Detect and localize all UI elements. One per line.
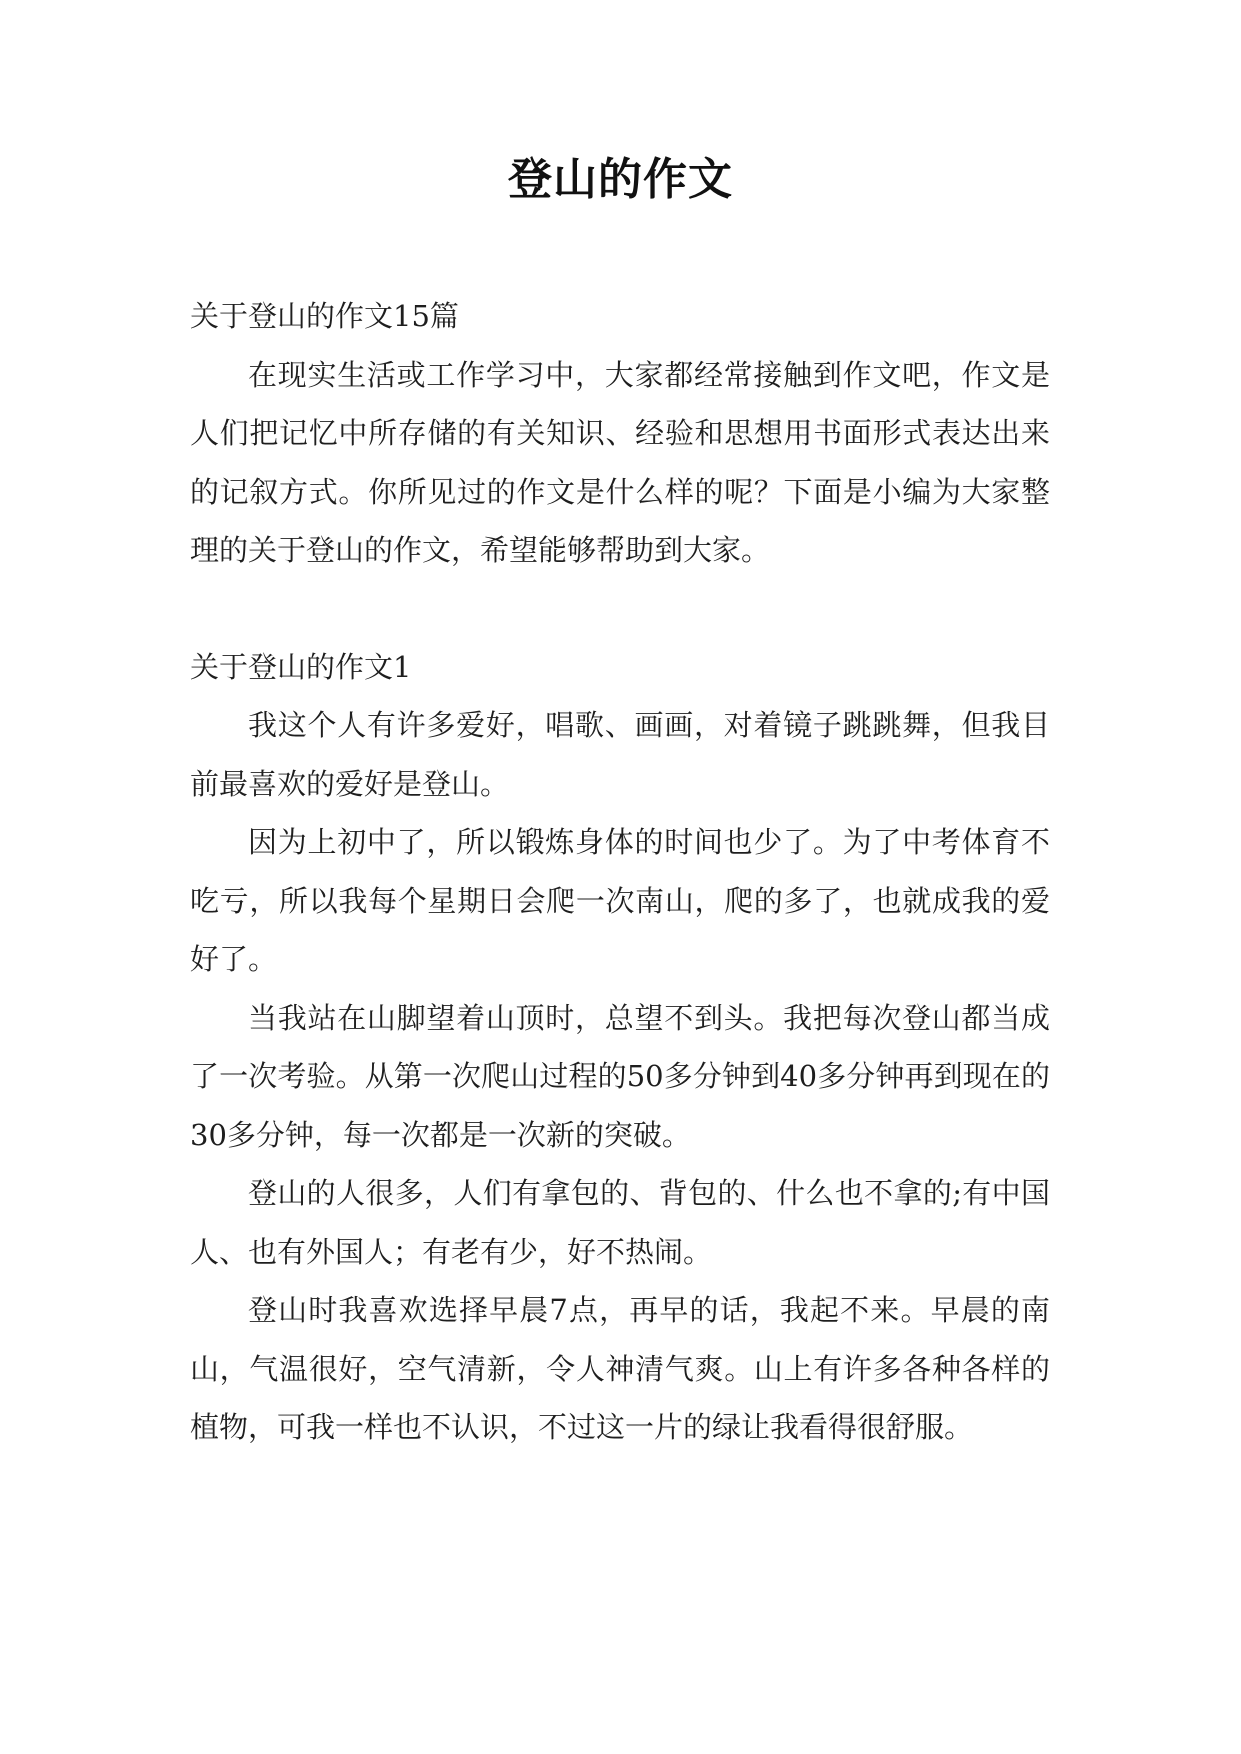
body-paragraph-4: 登山的人很多，人们有拿包的、背包的、什么也不拿的;有中国人、也有外国人；有老有少，好不热闹。 <box>190 1176 1050 1269</box>
body-paragraph-3: 当我站在山脚望着山顶时，总望不到头。我把每次登山都当成了一次考验。从第一次爬山过程的50多分钟到40多分钟再到现在的30多分钟，每一次都是一次新的突破。 <box>190 1000 1050 1152</box>
intro-paragraph: 在现实生活或工作学习中，大家都经常接触到作文吧，作文是人们把记忆中所存储的有关知识、经验和思想用书面形式表达出来的记叙方式。你所见过的作文是什么样的呢？下面是小编为大家整理的关于登山的作文，希望能够帮助到大家。 <box>190 357 1050 567</box>
body-paragraph-5: 登山时我喜欢选择早晨7点，再早的话，我起不来。早晨的南山，气温很好，空气清新，令人神清气爽。山上有许多各种各样的植物，可我一样也不认识，不过这一片的绿让我看得很舒服。 <box>190 1293 1050 1444</box>
page-title: 登山的作文 <box>508 154 733 205</box>
body-paragraph-1: 我这个人有许多爱好，唱歌、画画，对着镜子跳跳舞，但我目前最喜欢的爱好是登山。 <box>190 708 1050 801</box>
document-subtitle: 关于登山的作文15篇 <box>190 299 459 333</box>
body-paragraph-2: 因为上初中了，所以锻炼身体的时间也少了。为了中考体育不吃亏，所以我每个星期日会爬一次南山，爬的多了，也就成我的爱好了。 <box>190 825 1050 976</box>
section-heading: 关于登山的作文1 <box>190 649 412 684</box>
document-body <box>190 287 1050 1457</box>
